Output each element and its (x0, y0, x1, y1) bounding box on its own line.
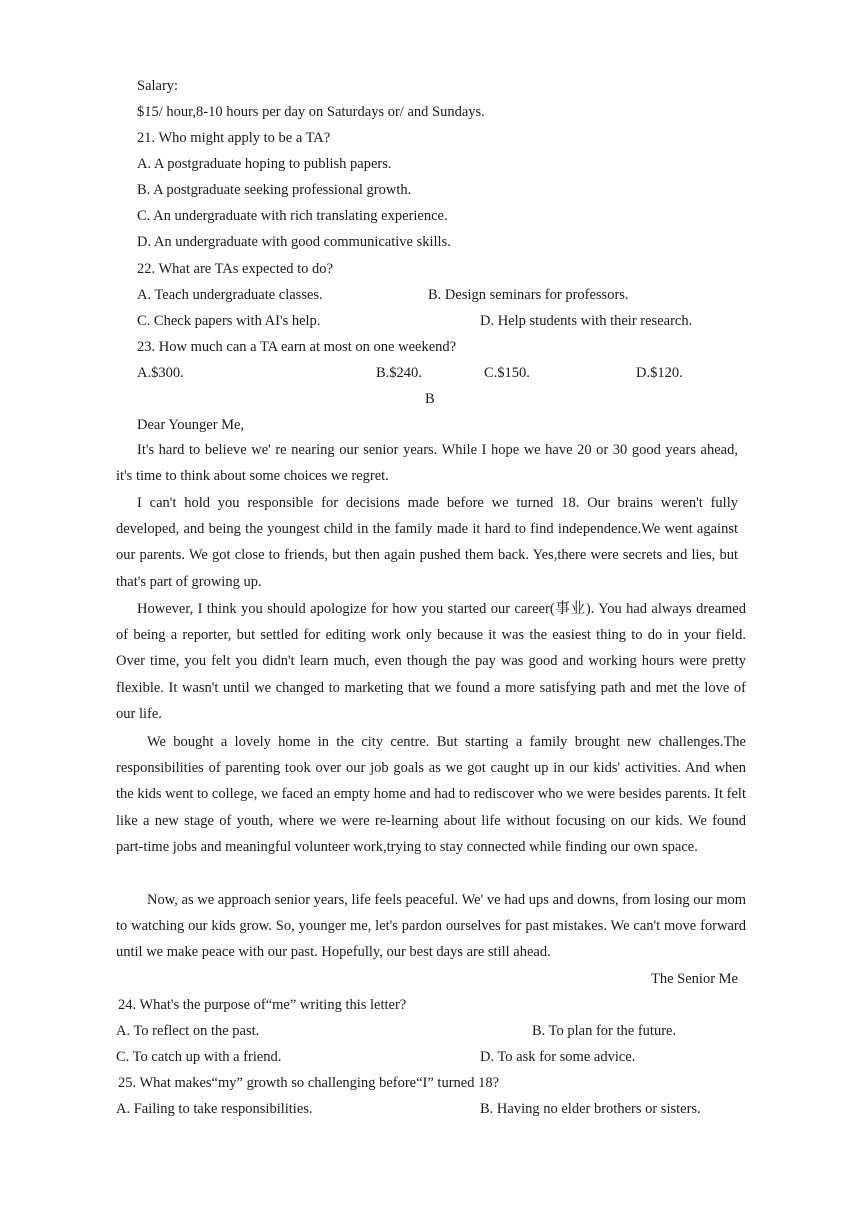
q22-stem: 22. What are TAs expected to do? (137, 261, 333, 277)
q23-option-d: D.$120. (636, 365, 683, 381)
q24-option-d: D. To ask for some advice. (480, 1049, 636, 1065)
q24-option-c: C. To catch up with a friend. (116, 1049, 282, 1065)
q25-option-b: B. Having no elder brothers or sisters. (480, 1101, 701, 1117)
q22-option-b: B. Design seminars for professors. (428, 287, 629, 303)
q21-stem: 21. Who might apply to be a TA? (137, 130, 331, 146)
q21-option-b: B. A postgraduate seeking professional growth. (137, 182, 412, 198)
q24-option-b: B. To plan for the future. (532, 1023, 677, 1039)
letter-greeting: Dear Younger Me, (137, 417, 245, 433)
q25-stem: 25. What makes“my” growth so challenging before“I” turned 18? (118, 1075, 500, 1091)
letter-paragraph-1 (116, 437, 738, 489)
letter-paragraph-2 (116, 490, 738, 595)
letter-paragraph-5 (116, 887, 746, 966)
paragraph-text: It's hard to believe we' re nearing our senior years. While I hope we have 20 or 30 good years ahead, it's time to think about some choices we regret. (116, 442, 738, 485)
q24-stem: 24. What's the purpose of“me” writing this letter? (118, 997, 407, 1013)
letter-paragraph-4 (116, 729, 746, 860)
letter-paragraph-3 (116, 596, 746, 727)
paragraph-text: We bought a lovely home in the city centre. But starting a family brought new challenges.The responsibilities of parenting took over our job goals as we got caught up in our kids' activities. And when the kids went to college, we faced an empty home and had to rediscover who we were besides parents. It felt like a new stage of youth, where we were re-learning about life without focusing on our kids. We found part-time jobs and meaningful volunteer work,trying to stay connected while finding our own space. (116, 734, 746, 855)
q23-stem: 23. How much can a TA earn at most on one weekend? (137, 339, 457, 355)
q24-option-a: A. To reflect on the past. (116, 1023, 260, 1039)
salary-detail: $15/ hour,8-10 hours per day on Saturdays or/ and Sundays. (137, 104, 485, 120)
paragraph-text: However, I think you should apologize for how you started our career(事业). You had always dreamed of being a reporter, but settled for editing work only because it was the easiest thing to do in your field. Over time, you felt you didn't learn much, even though the pay was good and working hours were pretty flexible. It wasn't until we changed to marketing that we found a more satisfying path and met the love of our life. (116, 601, 746, 722)
q23-option-b: B.$240. (376, 365, 422, 381)
q25-option-a: A. Failing to take responsibilities. (116, 1101, 313, 1117)
q22-option-a: A. Teach undergraduate classes. (137, 287, 323, 303)
salary-label: Salary: (137, 78, 179, 94)
q21-option-a: A. A postgraduate hoping to publish papers. (137, 156, 392, 172)
paragraph-text: I can't hold you responsible for decisions made before we turned 18. Our brains weren't fully developed, and being the youngest child in the family made it hard to find independence.We went against our parents. We got close to friends, but then again pushed them back. Yes,there were secrets and lies, but that's part of growing up. (116, 495, 738, 590)
paragraph-text: Now, as we approach senior years, life feels peaceful. We' ve had ups and downs, from losing our mom to watching our kids grow. So, younger me, let's pardon ourselves for past mistakes. We can't move forward until we make peace with our past. Hopefully, our best days are still ahead. (116, 892, 746, 961)
q23-option-c: C.$150. (484, 365, 530, 381)
q22-option-d: D. Help students with their research. (480, 313, 693, 329)
section-b-heading: B (425, 391, 435, 407)
q22-option-c: C. Check papers with AI's help. (137, 313, 321, 329)
letter-signature: The Senior Me (651, 971, 738, 987)
q21-option-c: C. An undergraduate with rich translating experience. (137, 208, 448, 224)
q21-option-d: D. An undergraduate with good communicative skills. (137, 234, 451, 250)
q23-option-a: A.$300. (137, 365, 184, 381)
